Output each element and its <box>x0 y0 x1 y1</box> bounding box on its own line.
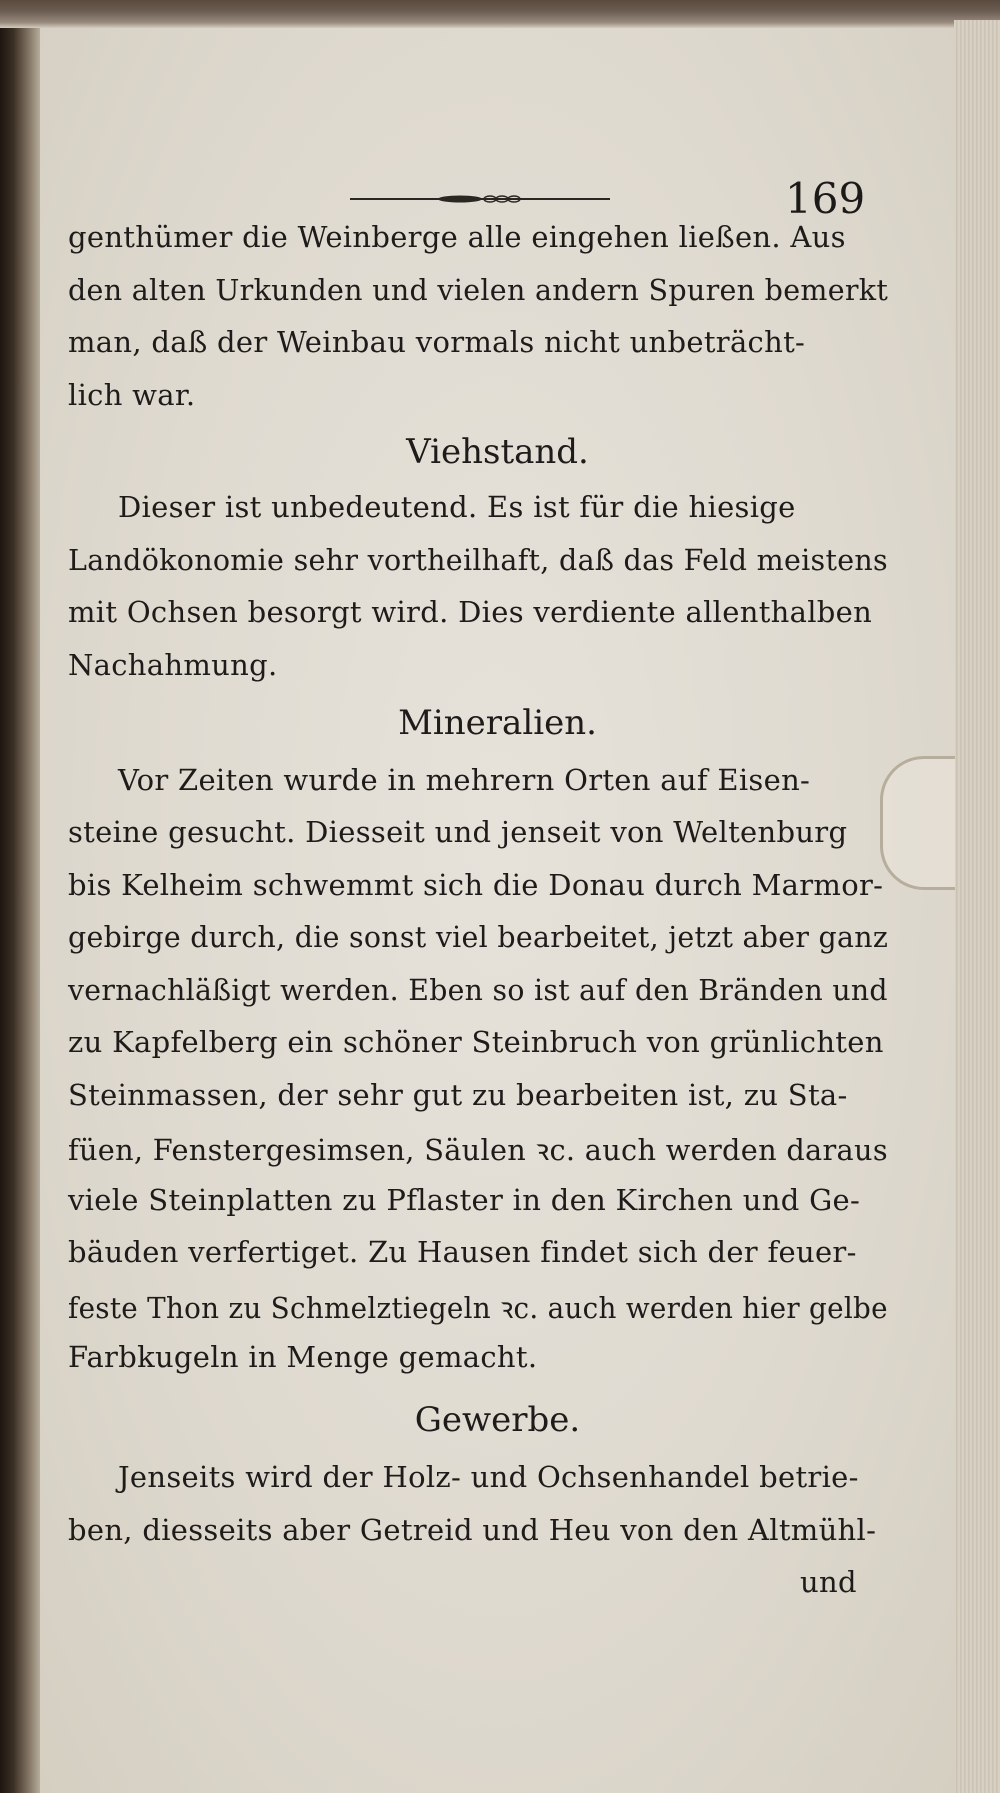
page <box>40 28 955 1793</box>
text-line: Vor Zeiten wurde in mehrern Orten auf Eisen- <box>118 763 811 797</box>
text-line: ben, diesseits aber Getreid und Heu von den Altmühl- <box>68 1513 877 1547</box>
section-heading-gewerbe: Gewerbe. <box>414 1400 581 1440</box>
text-line: gebirge durch, die sonst viel bearbeitet, jetzt aber ganz <box>68 920 889 954</box>
text-line: viele Steinplatten zu Pflaster in den Kirchen und Ge- <box>68 1183 861 1217</box>
catchword: und <box>800 1565 857 1599</box>
decorative-rule <box>350 194 610 204</box>
page-number: 169 <box>785 174 866 223</box>
text-line: genthümer die Weinberge alle eingehen ließen. Aus <box>68 220 846 254</box>
text-line: vernachläßigt werden. Eben so ist auf den Bränden und <box>68 973 888 1007</box>
text-line: Farbkugeln in Menge gemacht. <box>68 1340 538 1374</box>
right-page-stack <box>954 20 1000 1793</box>
section-heading-viehstand: Viehstand. <box>406 432 589 472</box>
top-edge <box>0 0 1000 28</box>
text-line: Dieser ist unbedeutend. Es ist für die hiesige <box>118 490 796 524</box>
text-line: lich war. <box>68 378 196 412</box>
section-heading-mineralien: Mineralien. <box>398 703 597 743</box>
text-line: füen, Fenstergesimsen, Säulen ꝛc. auch werden daraus <box>68 1133 888 1167</box>
text-line: feste Thon zu Schmelztiegeln ꝛc. auch werden hier gelbe <box>68 1291 888 1325</box>
text-line: Nachahmung. <box>68 648 278 682</box>
text-line: Steinmassen, der sehr gut zu bearbeiten ist, zu Sta- <box>68 1078 848 1112</box>
left-page-edge <box>0 0 44 1793</box>
text-line: man, daß der Weinbau vormals nicht unbeträcht- <box>68 325 806 359</box>
text-line: mit Ochsen besorgt wird. Dies verdiente allenthalben <box>68 595 873 629</box>
text-line: zu Kapfelberg ein schöner Steinbruch von grünlichten <box>68 1025 884 1059</box>
text-line: bis Kelheim schwemmt sich die Donau durch Marmor- <box>68 868 884 902</box>
text-line: den alten Urkunden und vielen andern Spuren bemerkt <box>68 273 889 307</box>
text-line: Jenseits wird der Holz- und Ochsenhandel betrie- <box>118 1460 859 1494</box>
text-line: Landökonomie sehr vortheilhaft, daß das Feld meistens <box>68 543 888 577</box>
page-clip <box>880 756 955 890</box>
text-line: bäuden verfertiget. Zu Hausen findet sich der feuer- <box>68 1235 857 1269</box>
text-line: steine gesucht. Diesseit und jenseit von Weltenburg <box>68 815 848 849</box>
